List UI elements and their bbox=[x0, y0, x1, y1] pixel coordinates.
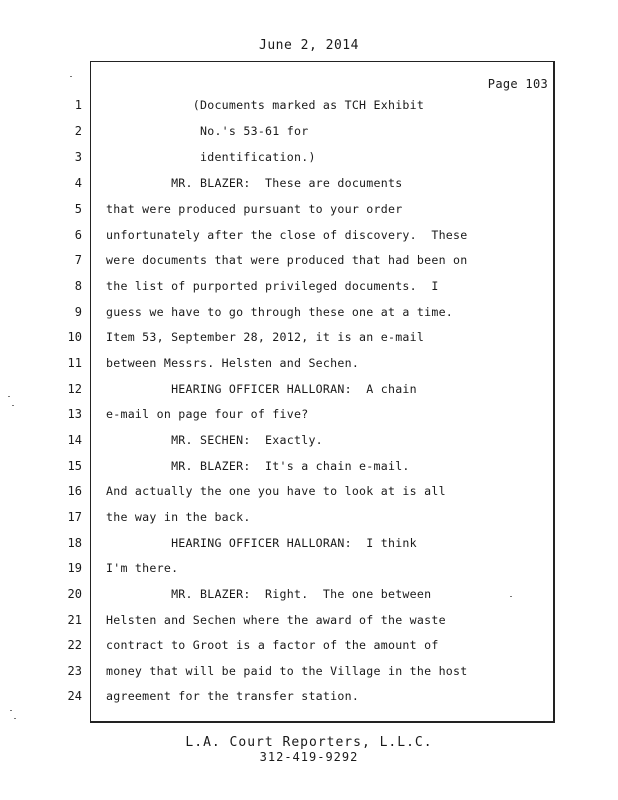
transcript-date: June 2, 2014 bbox=[259, 38, 359, 53]
line-number: 21 bbox=[67, 613, 82, 627]
scan-speck bbox=[70, 76, 72, 77]
line-text: guess we have to go through these one at a time. bbox=[106, 305, 454, 319]
line-text: MR. BLAZER: These are documents bbox=[106, 176, 403, 190]
line-number: 1 bbox=[74, 98, 82, 112]
line-number: 3 bbox=[74, 150, 82, 164]
line-text: I'm there. bbox=[106, 561, 179, 575]
line-text: MR. SECHEN: Exactly. bbox=[106, 433, 323, 447]
line-number: 15 bbox=[67, 459, 82, 473]
line-text: the way in the back. bbox=[106, 510, 251, 524]
line-number: 11 bbox=[67, 356, 82, 370]
line-number: 14 bbox=[67, 433, 82, 447]
line-text: No.'s 53-61 for bbox=[106, 124, 309, 138]
line-text: unfortunately after the close of discovery. These bbox=[106, 228, 468, 242]
page-number: Page 103 bbox=[487, 77, 548, 91]
scan-speck bbox=[12, 405, 14, 406]
line-number: 18 bbox=[67, 536, 82, 550]
line-number: 12 bbox=[67, 382, 82, 396]
line-text: agreement for the transfer station. bbox=[106, 689, 360, 703]
line-number: 23 bbox=[67, 664, 82, 678]
line-text: e-mail on page four of five? bbox=[106, 407, 309, 421]
line-text: were documents that were produced that had been on bbox=[106, 253, 468, 267]
line-number: 8 bbox=[74, 279, 82, 293]
line-text: contract to Groot is a factor of the amount of bbox=[106, 638, 439, 652]
line-text: (Documents marked as TCH Exhibit bbox=[106, 98, 425, 112]
line-text: MR. BLAZER: Right. The one between bbox=[106, 587, 432, 601]
line-number: 10 bbox=[67, 330, 82, 344]
line-text: Helsten and Sechen where the award of the waste bbox=[106, 613, 446, 627]
line-text: And actually the one you have to look at is all bbox=[106, 484, 446, 498]
line-number: 19 bbox=[67, 561, 82, 575]
footer-company: L.A. Court Reporters, L.L.C. bbox=[185, 735, 433, 750]
line-text: identification.) bbox=[106, 150, 316, 164]
line-text: that were produced pursuant to your order bbox=[106, 202, 403, 216]
line-number: 7 bbox=[74, 253, 82, 267]
scan-speck bbox=[8, 396, 10, 397]
scan-speck bbox=[14, 718, 16, 719]
line-text: the list of purported privileged documents. I bbox=[106, 279, 439, 293]
line-number: 20 bbox=[67, 587, 82, 601]
scan-speck bbox=[510, 596, 512, 597]
line-text: between Messrs. Helsten and Sechen. bbox=[106, 356, 360, 370]
line-text: Item 53, September 28, 2012, it is an e-mail bbox=[106, 330, 425, 344]
footer-phone: 312-419-9292 bbox=[259, 750, 359, 764]
line-number: 22 bbox=[67, 638, 82, 652]
scan-speck bbox=[10, 710, 12, 711]
line-number: 13 bbox=[67, 407, 82, 421]
line-text: HEARING OFFICER HALLORAN: I think bbox=[106, 536, 417, 550]
line-number: 5 bbox=[74, 202, 82, 216]
line-text: HEARING OFFICER HALLORAN: A chain bbox=[106, 382, 417, 396]
line-number: 4 bbox=[74, 176, 82, 190]
line-number: 2 bbox=[74, 124, 82, 138]
line-number: 6 bbox=[74, 228, 82, 242]
line-number: 24 bbox=[67, 689, 82, 703]
line-number: 16 bbox=[67, 484, 82, 498]
line-number: 17 bbox=[67, 510, 82, 524]
line-text: MR. BLAZER: It's a chain e-mail. bbox=[106, 459, 410, 473]
line-text: money that will be paid to the Village in the host bbox=[106, 664, 468, 678]
line-number: 9 bbox=[74, 305, 82, 319]
